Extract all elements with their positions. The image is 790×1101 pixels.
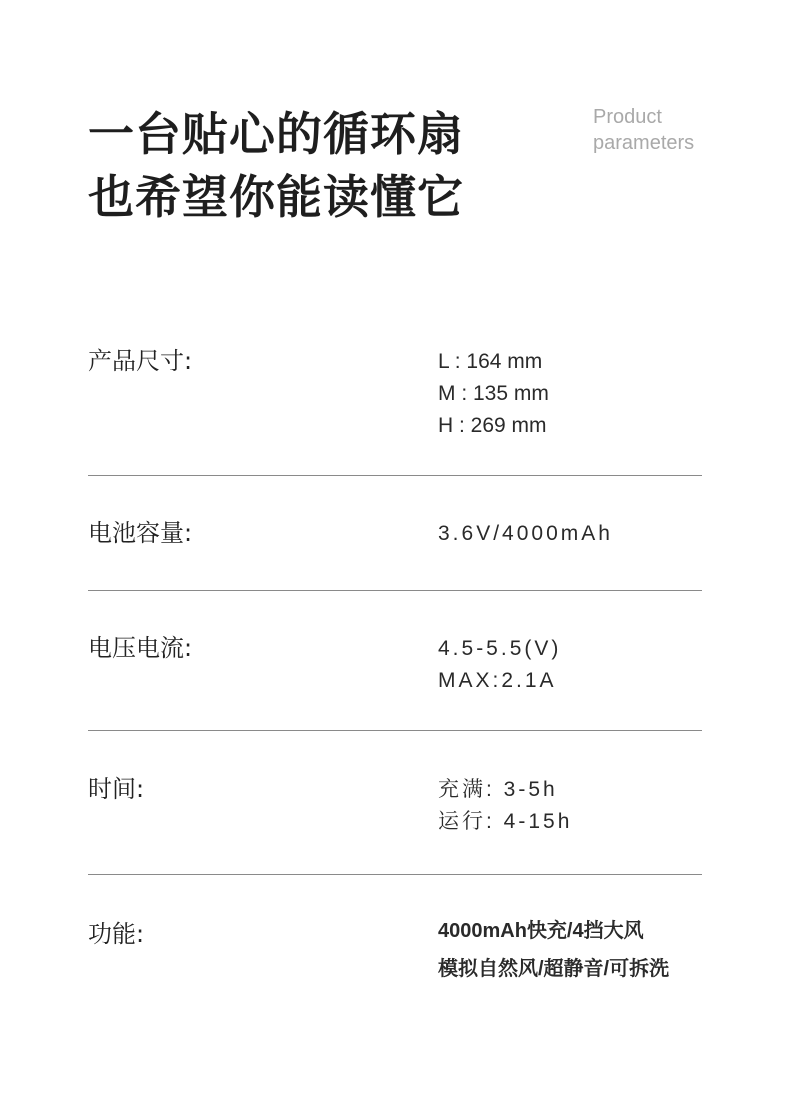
spec-value: 运行: 4-15h <box>438 810 573 833</box>
subtitle-line-1: Product <box>593 106 662 128</box>
spec-value: 充满: 3-5h <box>438 778 558 801</box>
subtitle-line-2: parameters <box>593 132 695 154</box>
spec-label: 电压电流: <box>88 634 193 662</box>
spec-label: 功能: <box>88 920 145 948</box>
subtitle <box>593 104 694 156</box>
divider <box>88 475 702 476</box>
spec-values <box>438 518 613 550</box>
spec-value: 4000mAh快充/4挡大风 <box>438 920 644 942</box>
spec-values <box>438 346 549 442</box>
spec-value: H : 269 mm <box>438 414 547 437</box>
spec-value: 模拟自然风/超静音/可拆洗 <box>438 958 670 980</box>
spec-values <box>438 774 572 838</box>
spec-value: M : 135 mm <box>438 382 549 405</box>
spec-value: 3.6V/4000mAh <box>438 522 613 545</box>
spec-label: 时间: <box>88 775 145 803</box>
title-line-2: 也希望你能读懂它 <box>88 170 464 224</box>
spec-values <box>438 633 561 697</box>
spec-values <box>438 912 669 988</box>
page-title <box>88 103 464 229</box>
spec-value: MAX:2.1A <box>438 669 557 692</box>
spec-label: 电池容量: <box>88 519 193 547</box>
spec-label: 产品尺寸: <box>88 347 193 375</box>
title-line-1: 一台贴心的循环扇 <box>88 107 464 161</box>
divider <box>88 730 702 731</box>
divider <box>88 590 702 591</box>
spec-value: L : 164 mm <box>438 350 543 373</box>
divider <box>88 874 702 875</box>
spec-value: 4.5-5.5(V) <box>438 637 562 660</box>
